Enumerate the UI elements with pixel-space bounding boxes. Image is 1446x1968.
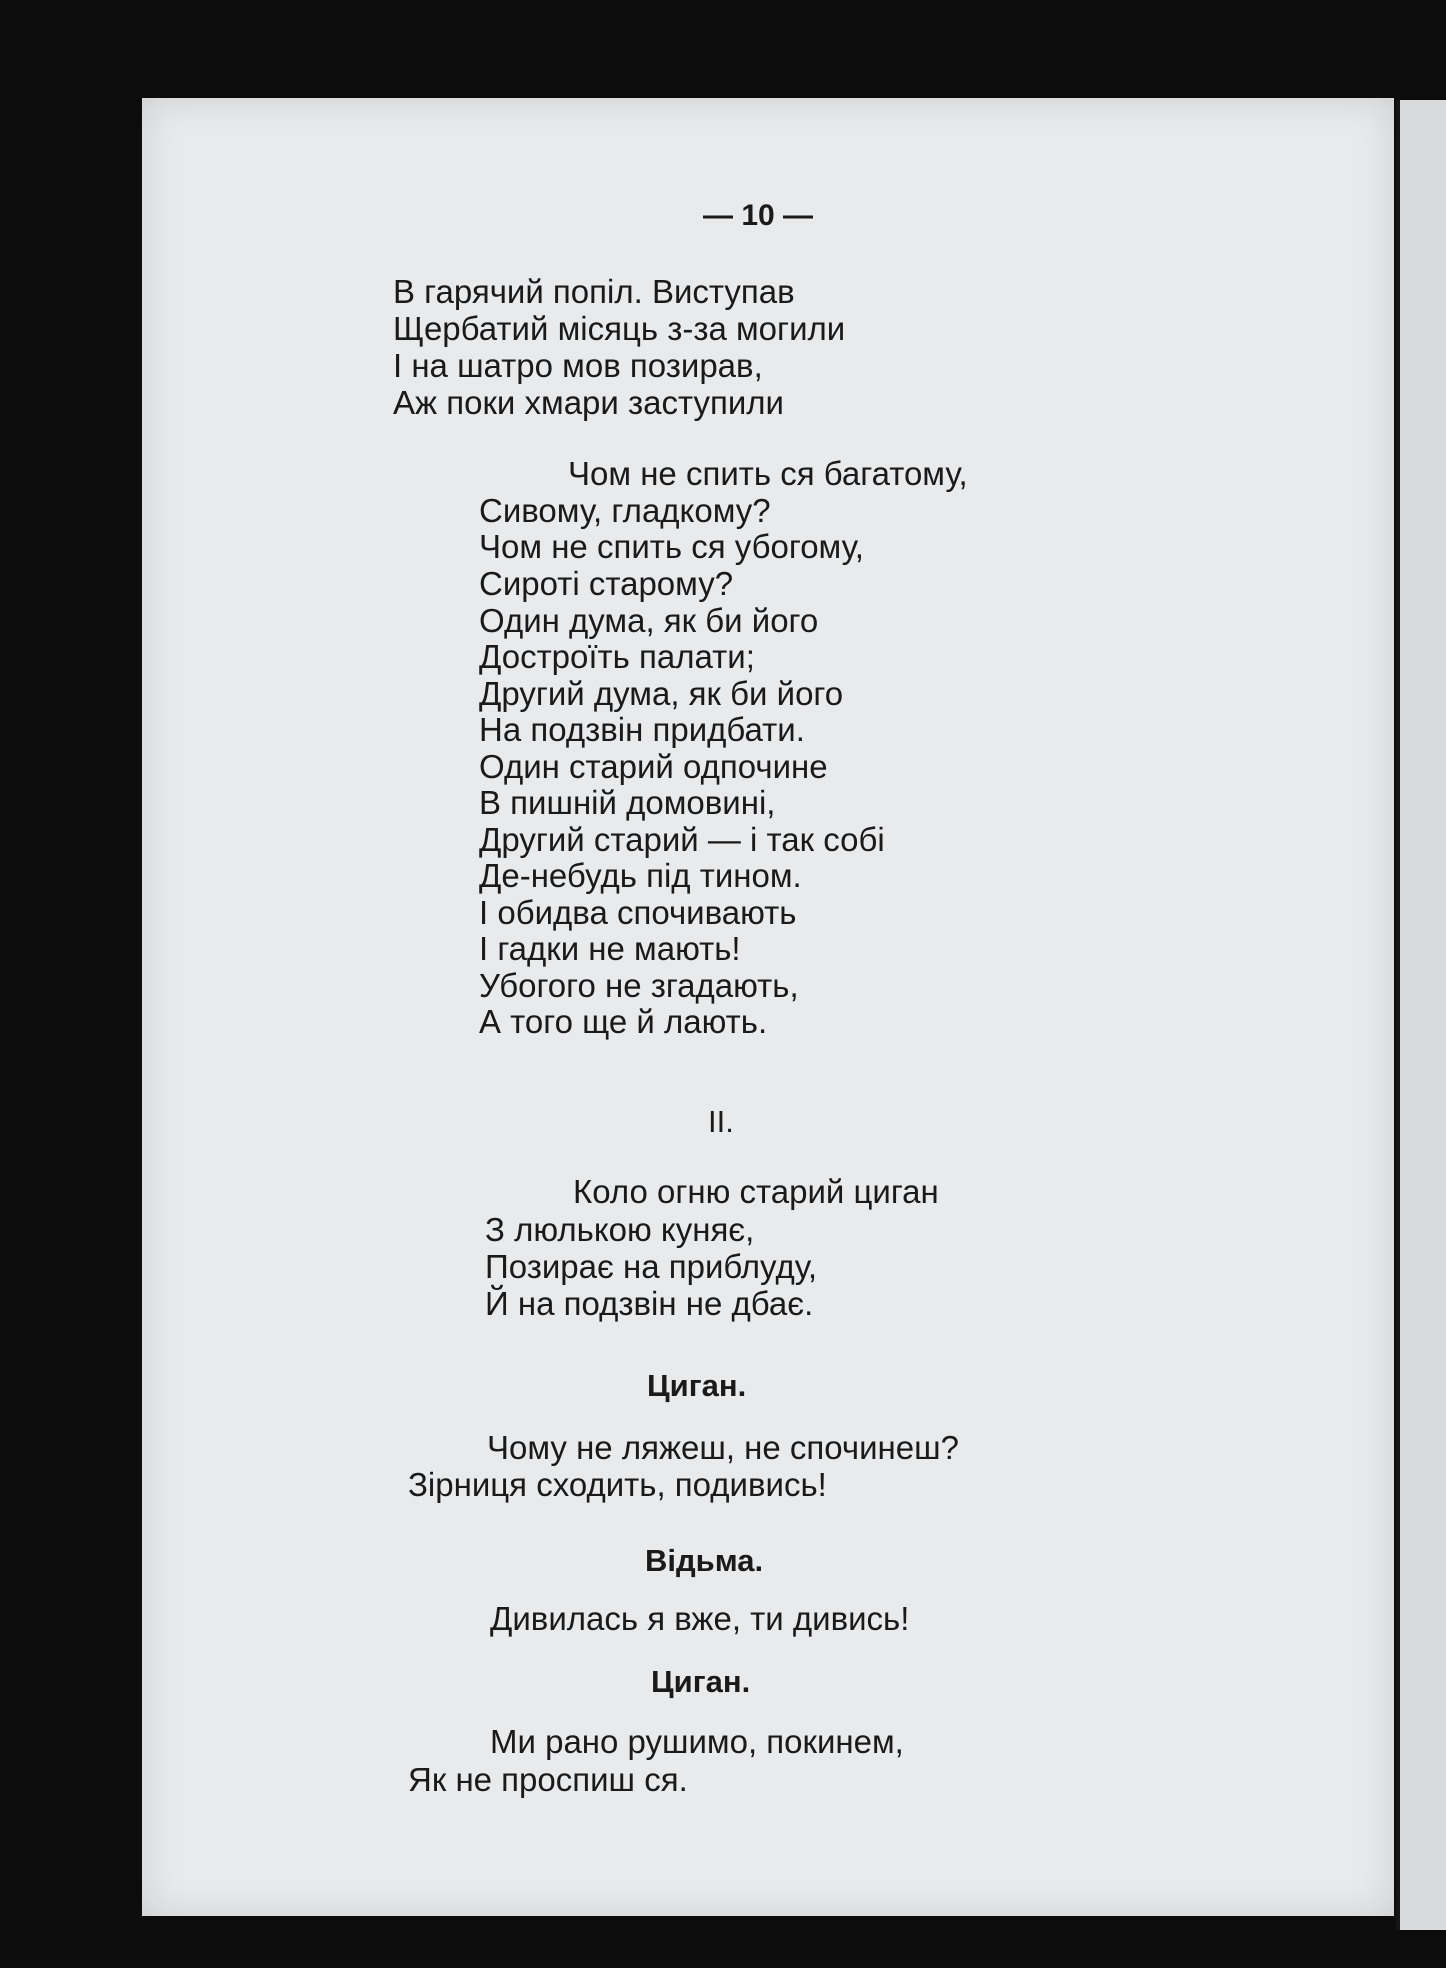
verse-line: Достроїть палати; [479, 638, 755, 675]
verse-line: Один старий одпочине [479, 748, 828, 785]
verse-line: Де-небудь під тином. [479, 857, 802, 894]
dialogue-line: Як не проспиш ся. [408, 1761, 688, 1798]
verse-line: Чом не спить ся багатому, [568, 455, 968, 492]
verse-line: В гарячий попіл. Виступав [393, 273, 795, 310]
verse-line: Один дума, як би його [479, 602, 819, 639]
verse-line: В пишній домовині, [479, 784, 776, 821]
verse-line: Убогого не згадають, [479, 967, 799, 1004]
verse-line: І гадки не мають! [479, 930, 741, 967]
verse-line: І на шатро мов позирав, [393, 347, 763, 384]
verse-line: Позирає на приблуду, [485, 1248, 818, 1285]
speaker-name: Циган. [647, 1368, 747, 1403]
speaker-name: Циган. [651, 1664, 751, 1699]
verse-line: Чом не спить ся убогому, [479, 528, 864, 565]
dialogue-line: Ми рано рушимо, покинем, [490, 1723, 904, 1760]
section-number: II. [708, 1104, 734, 1139]
dialogue-line: Зірниця сходить, подивись! [408, 1466, 827, 1503]
verse-line: Аж поки хмари заступили [393, 384, 784, 421]
book-page [142, 98, 1394, 1916]
verse-line: Другий дума, як би його [479, 675, 844, 712]
speaker-name: Відьма. [645, 1543, 764, 1578]
verse-line: Й на подзвін не дбає. [485, 1285, 814, 1322]
next-page-edge [1396, 100, 1446, 1930]
verse-line: Сироті старому? [479, 565, 734, 602]
verse-line: Сивому, гладкому? [479, 492, 771, 529]
dialogue-line: Дивилась я вже, ти дивись! [490, 1600, 910, 1637]
verse-line: Другий старий — і так собі [479, 821, 885, 858]
verse-line: Коло огню старий циган [573, 1173, 939, 1210]
verse-line: З люлькою куняє, [485, 1211, 755, 1248]
verse-line: А того ще й лають. [479, 1003, 768, 1040]
page-number: — 10 — [703, 199, 814, 232]
verse-line: І обидва спочивають [479, 894, 797, 931]
verse-line: Щербатий місяць з-за могили [393, 310, 846, 347]
verse-line: На подзвін придбати. [479, 711, 805, 748]
dialogue-line: Чому не ляжеш, не спочинеш? [487, 1429, 959, 1466]
